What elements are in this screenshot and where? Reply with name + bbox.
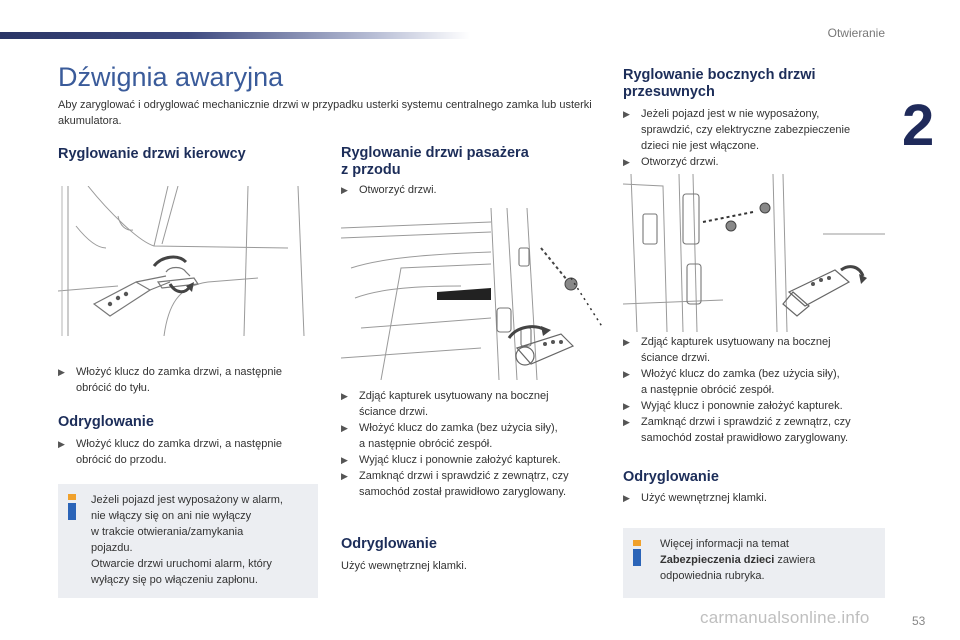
bullet-icon: ▶ [623, 493, 630, 503]
bullet-icon: ▶ [623, 401, 630, 411]
alarm-info-text: Jeżeli pojazd jest wyposażony w alarm, nie włączy się on ani nie wyłączy w trakcie otwierania/zamykania pojazdu. Otwarcie drzwi uruchomi alarm, który wyłączy się po włączeniu zapłonu. [91, 494, 283, 586]
passenger-unlock-heading: Odryglowanie [341, 536, 437, 552]
passenger-steps-before [341, 182, 601, 198]
driver-door-illustration [58, 186, 318, 336]
sliding-doors-heading: Ryglowanie bocznych drzwi przesuwnych [623, 67, 816, 100]
list-item: ▶ Włożyć klucz do zamka (bez użycia siły), a następnie obrócić zespół. [341, 422, 558, 450]
list-item: ▶ Zamknąć drzwi i sprawdzić z zewnątrz, czy samochód został prawidłowo zaryglowany. [623, 416, 851, 444]
sliding-door-illustration [623, 174, 885, 332]
bullet-icon: ▶ [623, 369, 630, 379]
passenger-door-heading: Ryglowanie drzwi pasażera z przodu [341, 145, 529, 178]
bullet-icon: ▶ [58, 439, 65, 449]
passenger-steps-after [341, 388, 603, 500]
driver-unlock-heading: Odryglowanie [58, 414, 154, 430]
bullet-icon: ▶ [623, 109, 630, 119]
driver-unlock-steps [58, 436, 318, 468]
intro-text: Aby zaryglować i odryglować mechanicznie drzwi w przypadku usterki systemu centralnego zamka lub usterki akumulatora. [58, 99, 592, 127]
list-item: ▶ Włożyć klucz do zamka drzwi, a następnie obrócić do przodu. [58, 438, 283, 466]
watermark: carmanualsonline.info [700, 608, 870, 627]
alarm-info-box [58, 484, 318, 598]
list-item: ▶ Zdjąć kapturek usytuowany na bocznej ściance drzwi. [623, 336, 831, 364]
driver-lock-steps [58, 364, 318, 396]
bullet-icon: ▶ [58, 367, 65, 377]
section-name: Otwieranie [827, 26, 885, 40]
list-item: ▶ Otworzyć drzwi. [341, 184, 437, 196]
sliding-steps-before [623, 106, 888, 170]
list-item: ▶ Włożyć klucz do zamka (bez użycia siły), a następnie obrócić zespół. [623, 368, 840, 396]
child-lock-info-box [623, 528, 885, 598]
list-item: ▶ Zamknąć drzwi i sprawdzić z zewnątrz, czy samochód został prawidłowo zaryglowany. [341, 470, 569, 498]
driver-door-heading: Ryglowanie drzwi kierowcy [58, 146, 246, 162]
passenger-unlock-text: Użyć wewnętrznej klamki. [341, 560, 467, 572]
sliding-steps-after [623, 334, 888, 446]
bullet-icon: ▶ [341, 391, 348, 401]
bullet-icon: ▶ [623, 337, 630, 347]
bullet-icon: ▶ [623, 417, 630, 427]
page-number: 53 [912, 614, 926, 628]
passenger-door-illustration [341, 208, 603, 380]
list-item: ▶ Włożyć klucz do zamka drzwi, a następnie obrócić do tyłu. [58, 366, 283, 394]
list-item: ▶ Zdjąć kapturek usytuowany na bocznej ściance drzwi. [341, 390, 549, 418]
bullet-icon: ▶ [341, 185, 348, 195]
sliding-unlock-steps [623, 490, 888, 506]
list-item: ▶ Użyć wewnętrznej klamki. [623, 492, 767, 504]
bullet-icon: ▶ [341, 455, 348, 465]
bullet-icon: ▶ [341, 471, 348, 481]
page-title: Dźwignia awaryjna [58, 62, 284, 92]
sliding-unlock-heading: Odryglowanie [623, 469, 719, 485]
chapter-number: 2 [902, 93, 935, 158]
list-item: ▶ Jeżeli pojazd jest w nie wyposażony, sprawdzić, czy elektryczne zabezpieczenie dzieci nie jest włączone. [623, 108, 851, 152]
header-color-bar [0, 32, 470, 39]
list-item: ▶ Wyjąć klucz i ponownie założyć kapturek. [623, 400, 843, 412]
list-item: ▶ Wyjąć klucz i ponownie założyć kapturek. [341, 454, 561, 466]
bullet-icon: ▶ [623, 157, 630, 167]
list-item: ▶ Otworzyć drzwi. [623, 156, 719, 168]
bullet-icon: ▶ [341, 423, 348, 433]
child-lock-info-text: Więcej informacji na temat Zabezpieczenia dzieci zawiera odpowiednia rubryka. [660, 538, 816, 582]
child-safety-link-text: Zabezpieczenia dzieci [660, 554, 775, 566]
